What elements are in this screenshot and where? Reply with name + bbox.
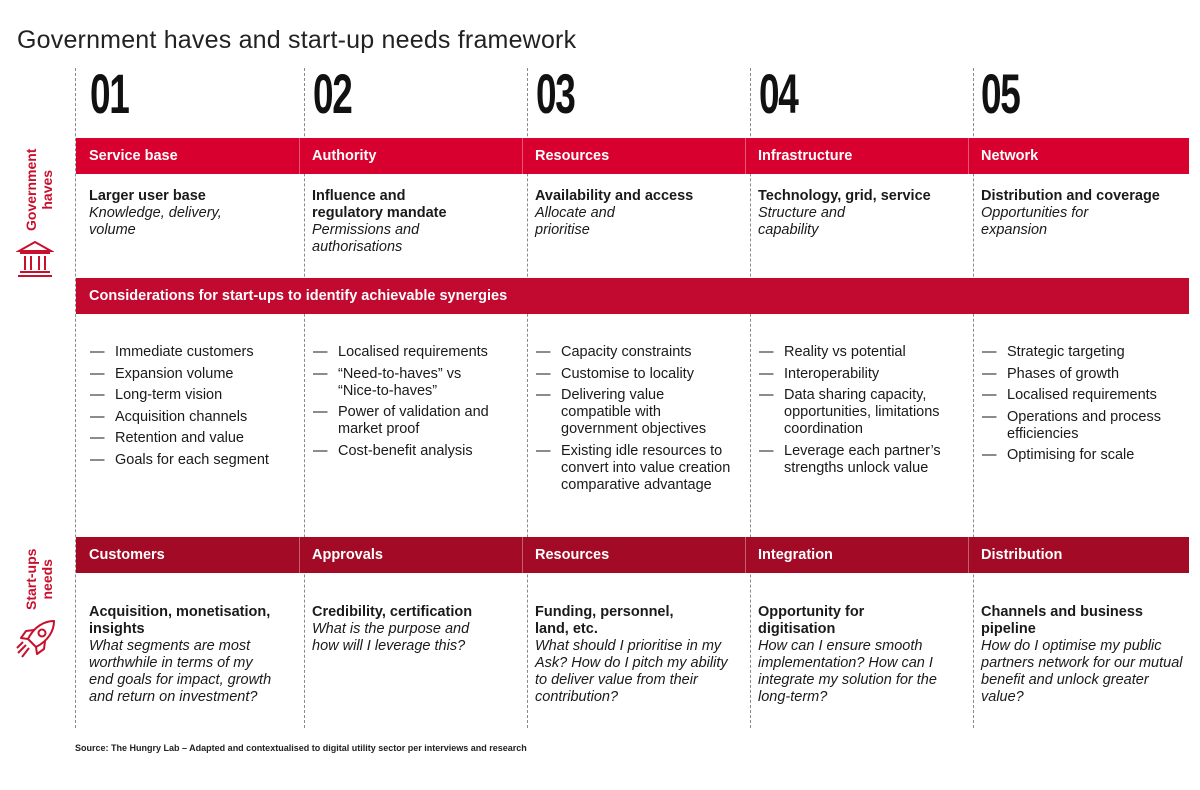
list-item: — Localised requirements (982, 387, 1187, 404)
list-item: — Interoperability (759, 366, 964, 383)
list-item: — Operations and process efficiencies (982, 409, 1192, 443)
startups-needs-label (23, 549, 55, 610)
need-subtitle: How do I optimise my public partners network for our mutual benefit and unlock greater value? (981, 638, 1183, 705)
list-item: — Immediate customers (90, 344, 295, 361)
need-title: Opportunity for digitisation (758, 604, 865, 637)
need-cell-5 (981, 604, 1187, 706)
considerations-band (76, 278, 1189, 314)
have-cell-3 (535, 188, 745, 239)
list-item: — Reality vs potential (759, 344, 964, 361)
list-item: — Leverage each partner’s strengths unlock value (759, 443, 969, 477)
have-cell-4 (758, 188, 968, 239)
considerations-header: Considerations for start-ups to identify achievable synergies (89, 288, 508, 304)
list-item: — Strategic targeting (982, 344, 1187, 361)
need-title: Funding, personnel, land, etc. (535, 604, 674, 637)
list-item: — Cost-benefit analysis (313, 443, 518, 460)
have-subtitle: Allocate and prioritise (535, 205, 615, 238)
have-cell-1 (89, 188, 299, 239)
government-haves-band (76, 138, 1189, 174)
need-header-4: Integration (758, 547, 833, 563)
need-title: Channels and business pipeline (981, 604, 1143, 637)
considerations-list-3 (536, 344, 741, 498)
have-cell-5 (981, 188, 1191, 239)
considerations-list-2 (313, 344, 518, 464)
list-item: — Delivering value compatible with government objectives (536, 387, 736, 438)
startup-needs-band (76, 537, 1189, 573)
have-subtitle: Opportunities for expansion (981, 205, 1089, 238)
considerations-list-4 (759, 344, 964, 481)
considerations-list-1 (90, 344, 295, 473)
need-cell-3 (535, 604, 740, 706)
have-subtitle: Structure and capability (758, 205, 846, 238)
list-item: — Optimising for scale (982, 447, 1187, 464)
column-number-02: 02 (313, 62, 352, 125)
need-subtitle: What is the purpose and how will I leverage this? (312, 621, 470, 654)
page-title: Government haves and start-up needs framework (17, 26, 577, 54)
side-label-line: needs (39, 559, 55, 600)
list-item: — Expansion volume (90, 366, 295, 383)
list-item: — Customise to locality (536, 366, 741, 383)
have-title: Technology, grid, service (758, 188, 931, 204)
have-title: Larger user base (89, 188, 206, 204)
have-header-5: Network (981, 148, 1039, 164)
list-item: — Power of validation and market proof (313, 404, 518, 438)
side-label-line: haves (39, 169, 55, 210)
need-cell-4 (758, 604, 963, 706)
list-item: — Data sharing capacity, opportunities, limitations coordination (759, 387, 969, 438)
source-note: Source: The Hungry Lab – Adapted and contextualised to digital utility sector per interviews and research (75, 743, 527, 753)
rocket-icon (14, 617, 58, 661)
have-title: Influence and regulatory mandate (312, 188, 447, 221)
have-title: Distribution and coverage (981, 188, 1160, 204)
list-item: — Localised requirements (313, 344, 518, 361)
list-item: — Retention and value (90, 430, 295, 447)
need-header-5: Distribution (981, 547, 1063, 563)
have-header-1: Service base (89, 148, 178, 164)
need-subtitle: What should I prioritise in my Ask? How do I pitch my ability to deliver value from their contribution? (535, 638, 728, 705)
need-header-3: Resources (535, 547, 610, 563)
have-header-2: Authority (312, 148, 377, 164)
need-header-2: Approvals (312, 547, 383, 563)
have-subtitle: Knowledge, delivery, volume (89, 205, 222, 238)
need-title: Acquisition, monetisation, insights (89, 604, 271, 637)
have-subtitle: Permissions and authorisations (312, 222, 420, 255)
need-subtitle: What segments are most worthwhile in terms of my end goals for impact, growth and return on investment? (89, 638, 272, 705)
list-item: — Acquisition channels (90, 409, 295, 426)
column-number-04: 04 (759, 62, 798, 125)
list-item: — Capacity constraints (536, 344, 741, 361)
considerations-list-5 (982, 344, 1187, 469)
need-header-1: Customers (89, 547, 165, 563)
have-title: Availability and access (535, 188, 694, 204)
list-item: — Phases of growth (982, 366, 1187, 383)
column-number-01: 01 (90, 62, 129, 125)
have-cell-2 (312, 188, 492, 256)
need-cell-2 (312, 604, 497, 655)
column-number-05: 05 (981, 62, 1020, 125)
list-item: — “Need-to-haves” vs “Nice-to-haves” (313, 366, 488, 400)
list-item: — Goals for each segment (90, 452, 295, 469)
side-label-line: Start-ups (23, 548, 39, 610)
need-cell-1 (89, 604, 294, 706)
government-haves-label (23, 149, 55, 231)
have-header-3: Resources (535, 148, 610, 164)
government-building-icon (16, 239, 54, 279)
side-label-line: Government (23, 148, 39, 231)
have-header-4: Infrastructure (758, 148, 853, 164)
need-subtitle: How can I ensure smooth implementation? How can I integrate my solution for the long-term? (758, 638, 937, 705)
column-number-03: 03 (536, 62, 575, 125)
need-title: Credibility, certification (312, 604, 473, 620)
list-item: — Existing idle resources to convert into value creation comparative advantage (536, 443, 736, 494)
list-item: — Long-term vision (90, 387, 295, 404)
